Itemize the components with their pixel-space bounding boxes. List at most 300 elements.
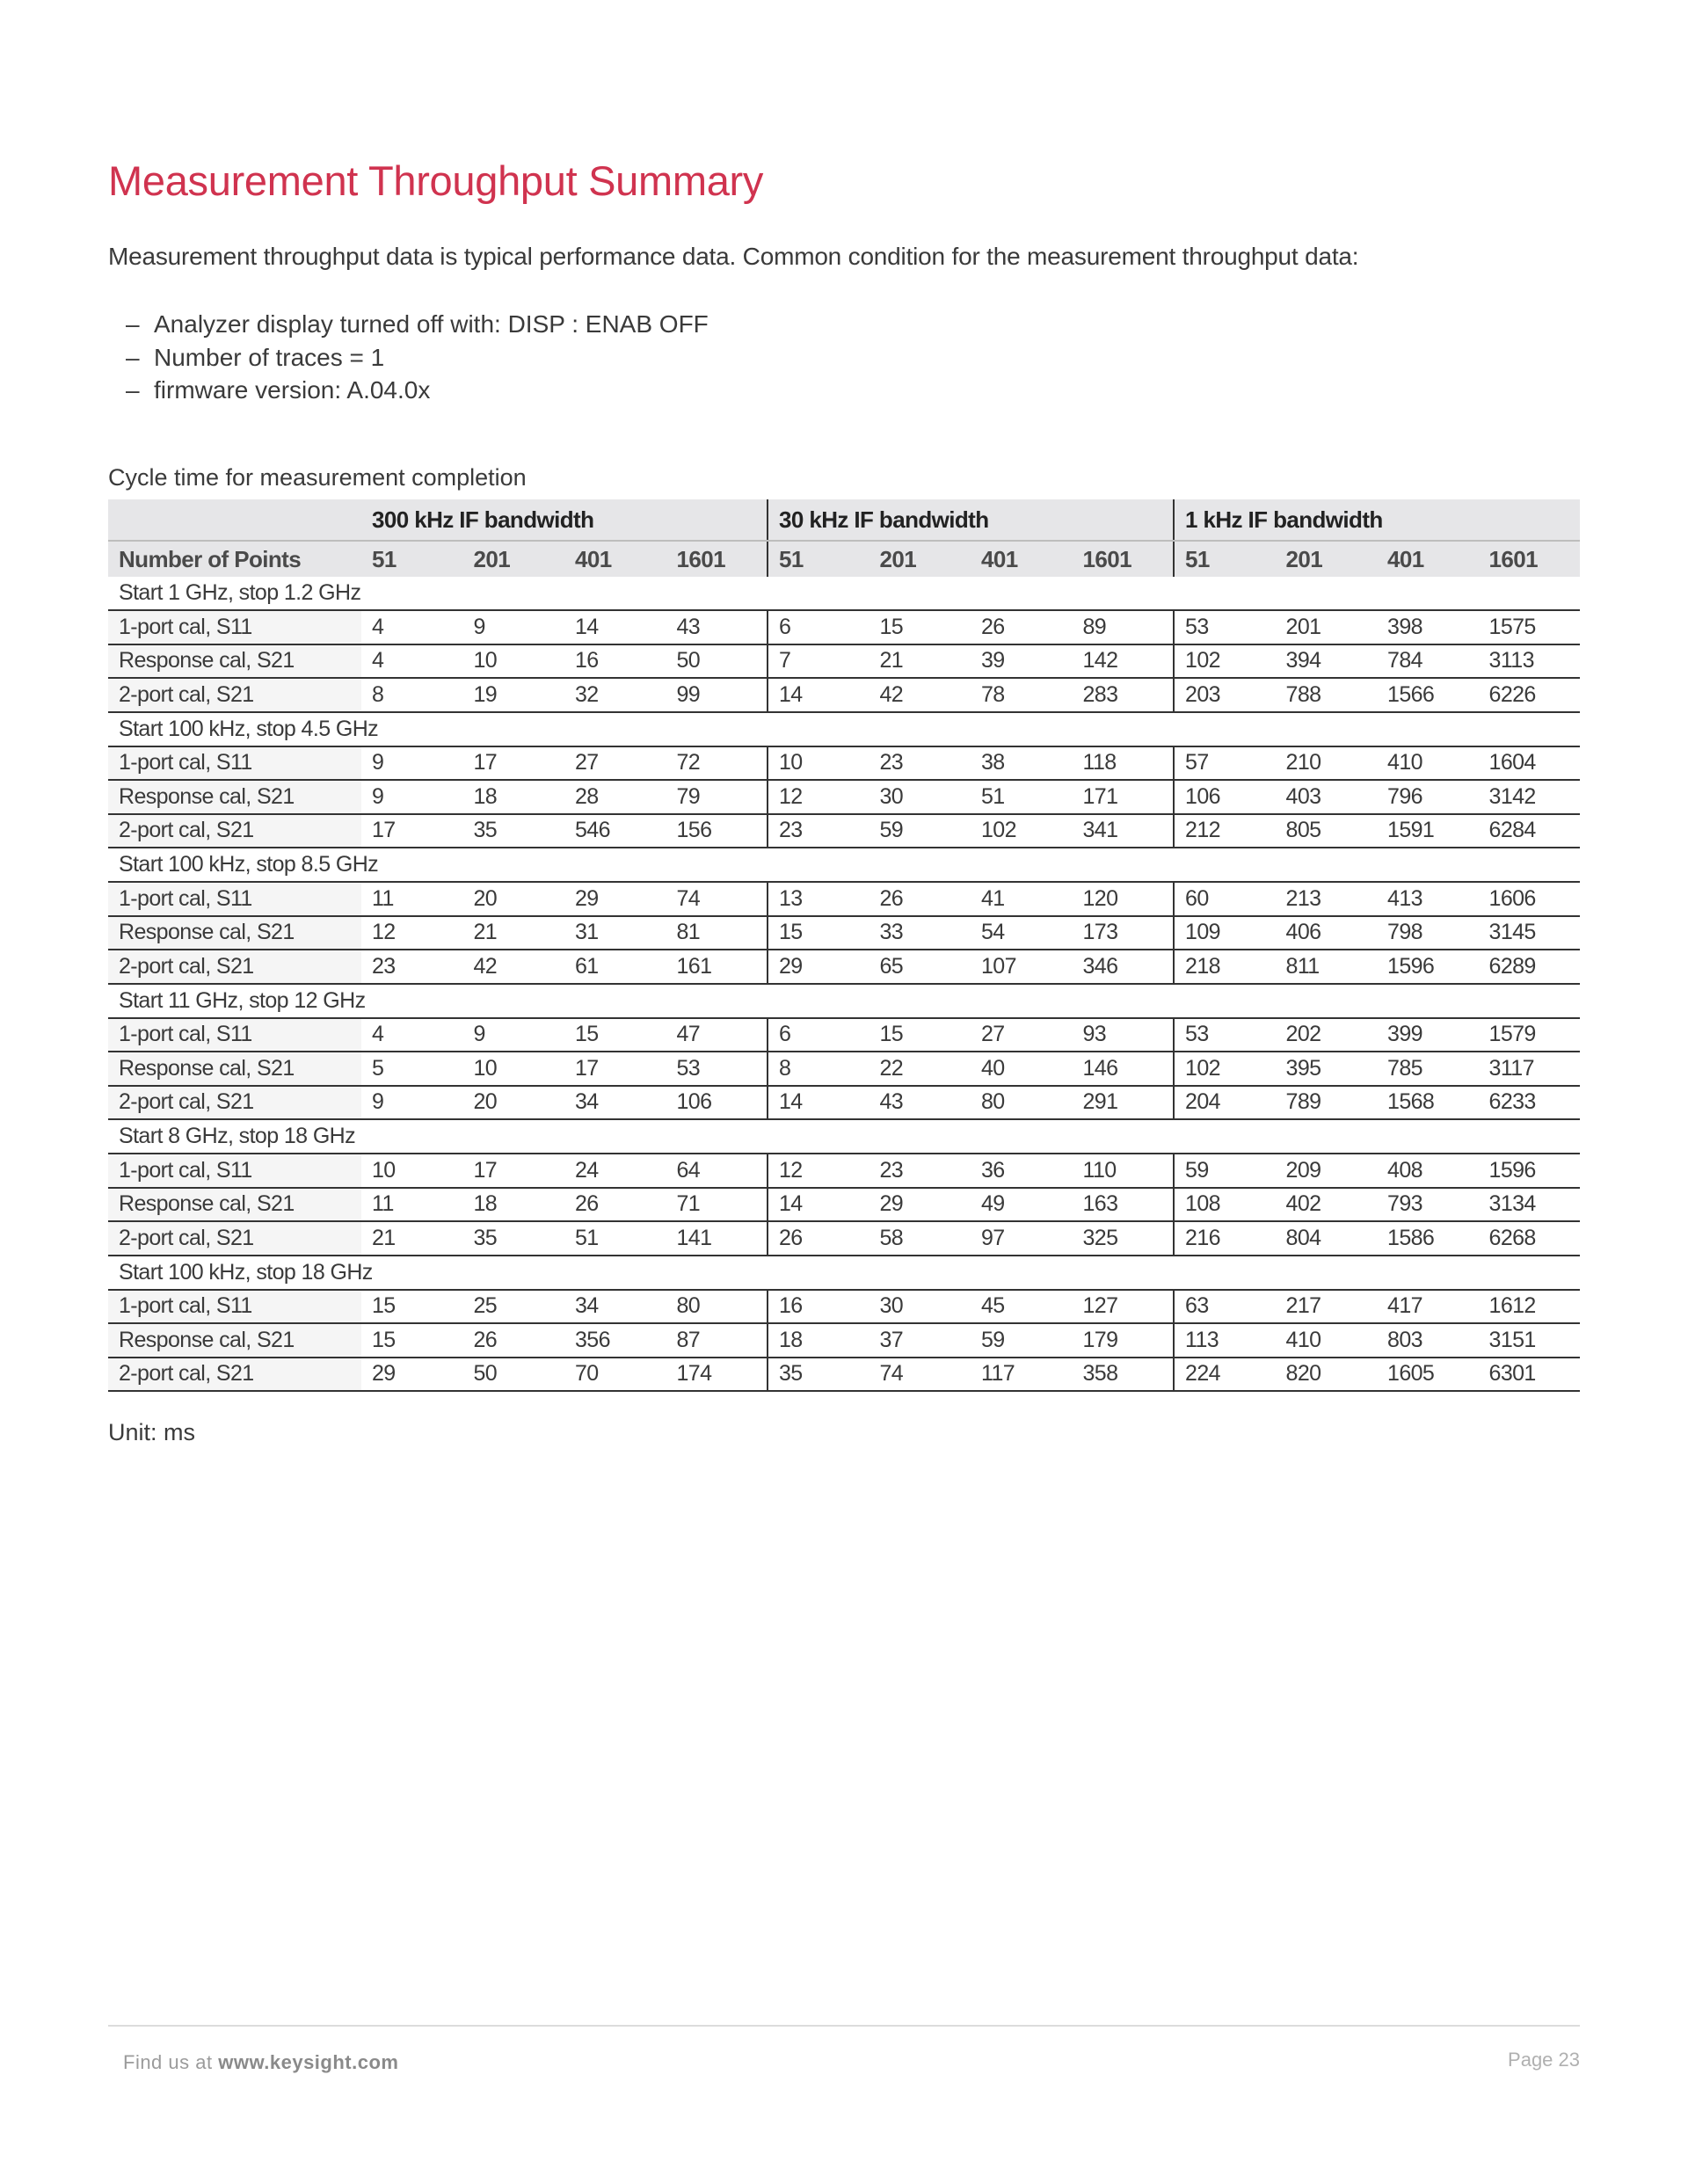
points-header-cell: 1601 (1073, 541, 1175, 577)
value-cell: 26 (971, 610, 1073, 644)
row-label: 2-port cal, S21 (108, 950, 361, 984)
value-cell: 141 (666, 1221, 768, 1256)
value-cell: 394 (1276, 644, 1378, 679)
group-title: Start 1 GHz, stop 1.2 GHz (108, 577, 1580, 610)
value-cell: 1566 (1377, 678, 1479, 712)
row-label: Response cal, S21 (108, 1323, 361, 1358)
table-row (108, 746, 1580, 781)
value-cell: 58 (869, 1221, 971, 1256)
value-cell: 16 (768, 1290, 869, 1324)
value-cell: 796 (1377, 780, 1479, 814)
value-cell: 6 (768, 610, 869, 644)
value-cell: 212 (1174, 814, 1276, 848)
value-cell: 811 (1276, 950, 1378, 984)
value-cell: 36 (971, 1154, 1073, 1188)
value-cell: 803 (1377, 1323, 1479, 1358)
table-row (108, 916, 1580, 950)
group-title: Start 11 GHz, stop 12 GHz (108, 984, 1580, 1018)
value-cell: 1605 (1377, 1358, 1479, 1392)
value-cell: 79 (666, 780, 768, 814)
value-cell: 6284 (1479, 814, 1581, 848)
value-cell: 109 (1174, 916, 1276, 950)
value-cell: 1596 (1377, 950, 1479, 984)
value-cell: 23 (869, 1154, 971, 1188)
value-cell: 10 (768, 746, 869, 781)
points-header-cell: 201 (1276, 541, 1378, 577)
value-cell: 20 (463, 882, 565, 916)
row-label: 2-port cal, S21 (108, 1086, 361, 1120)
value-cell: 34 (564, 1290, 666, 1324)
condition-item (108, 341, 709, 375)
value-cell: 17 (564, 1052, 666, 1086)
value-cell: 346 (1073, 950, 1175, 984)
value-cell: 113 (1174, 1323, 1276, 1358)
value-cell: 102 (1174, 644, 1276, 679)
value-cell: 80 (971, 1086, 1073, 1120)
value-cell: 5 (361, 1052, 463, 1086)
value-cell: 27 (564, 746, 666, 781)
value-cell: 798 (1377, 916, 1479, 950)
value-cell: 171 (1073, 780, 1175, 814)
value-cell: 38 (971, 746, 1073, 781)
table-row (108, 1154, 1580, 1188)
value-cell: 1586 (1377, 1221, 1479, 1256)
value-cell: 42 (869, 678, 971, 712)
value-cell: 15 (361, 1323, 463, 1358)
value-cell: 29 (869, 1188, 971, 1222)
group-header-row (108, 1256, 1580, 1290)
throughput-table (108, 499, 1580, 1392)
value-cell: 28 (564, 780, 666, 814)
bandwidth-header-1khz: 1 kHz IF bandwidth (1174, 499, 1580, 541)
value-cell: 20 (463, 1086, 565, 1120)
value-cell: 8 (768, 1052, 869, 1086)
row-label: Response cal, S21 (108, 1188, 361, 1222)
table-row (108, 644, 1580, 679)
table-row (108, 1221, 1580, 1256)
value-cell: 127 (1073, 1290, 1175, 1324)
value-cell: 14 (768, 678, 869, 712)
footer-find-us (123, 2051, 398, 2074)
value-cell: 3134 (1479, 1188, 1581, 1222)
table-row (108, 780, 1580, 814)
table-row (108, 678, 1580, 712)
value-cell: 41 (971, 882, 1073, 916)
value-cell: 47 (666, 1018, 768, 1052)
value-cell: 410 (1276, 1323, 1378, 1358)
group-header-row (108, 577, 1580, 610)
value-cell: 12 (768, 780, 869, 814)
value-cell: 22 (869, 1052, 971, 1086)
value-cell: 217 (1276, 1290, 1378, 1324)
value-cell: 6268 (1479, 1221, 1581, 1256)
row-label: 1-port cal, S11 (108, 610, 361, 644)
value-cell: 410 (1377, 746, 1479, 781)
dash-bullet: – (126, 310, 140, 338)
points-header-cell: 201 (463, 541, 565, 577)
value-cell: 1612 (1479, 1290, 1581, 1324)
value-cell: 399 (1377, 1018, 1479, 1052)
value-cell: 1606 (1479, 882, 1581, 916)
value-cell: 33 (869, 916, 971, 950)
group-header-row (108, 1119, 1580, 1154)
value-cell: 57 (1174, 746, 1276, 781)
value-cell: 15 (768, 916, 869, 950)
points-header-cell: 401 (564, 541, 666, 577)
value-cell: 64 (666, 1154, 768, 1188)
value-cell: 3142 (1479, 780, 1581, 814)
value-cell: 210 (1276, 746, 1378, 781)
table-row (108, 1188, 1580, 1222)
table-row (108, 1290, 1580, 1324)
value-cell: 17 (463, 746, 565, 781)
value-cell: 54 (971, 916, 1073, 950)
table-row (108, 610, 1580, 644)
value-cell: 4 (361, 1018, 463, 1052)
row-label: Response cal, S21 (108, 916, 361, 950)
value-cell: 35 (768, 1358, 869, 1392)
value-cell: 26 (564, 1188, 666, 1222)
value-cell: 15 (869, 1018, 971, 1052)
footer-divider (108, 2025, 1580, 2027)
dash-bullet: – (126, 343, 140, 371)
value-cell: 142 (1073, 644, 1175, 679)
value-cell: 224 (1174, 1358, 1276, 1392)
value-cell: 35 (463, 1221, 565, 1256)
value-cell: 12 (361, 916, 463, 950)
points-header-row (108, 541, 1580, 577)
value-cell: 72 (666, 746, 768, 781)
value-cell: 93 (1073, 1018, 1175, 1052)
table-row (108, 814, 1580, 848)
value-cell: 87 (666, 1323, 768, 1358)
value-cell: 408 (1377, 1154, 1479, 1188)
value-cell: 1579 (1479, 1018, 1581, 1052)
value-cell: 17 (361, 814, 463, 848)
group-title: Start 100 kHz, stop 4.5 GHz (108, 712, 1580, 746)
value-cell: 26 (869, 882, 971, 916)
value-cell: 39 (971, 644, 1073, 679)
value-cell: 70 (564, 1358, 666, 1392)
value-cell: 413 (1377, 882, 1479, 916)
value-cell: 118 (1073, 746, 1175, 781)
value-cell: 40 (971, 1052, 1073, 1086)
points-header-cell: 201 (869, 541, 971, 577)
value-cell: 59 (1174, 1154, 1276, 1188)
value-cell: 65 (869, 950, 971, 984)
value-cell: 106 (1174, 780, 1276, 814)
value-cell: 6233 (1479, 1086, 1581, 1120)
value-cell: 18 (463, 780, 565, 814)
footer-find-us-text: Find us at (123, 2051, 213, 2073)
table-row (108, 1052, 1580, 1086)
value-cell: 218 (1174, 950, 1276, 984)
value-cell: 21 (463, 916, 565, 950)
value-cell: 7 (768, 644, 869, 679)
value-cell: 12 (768, 1154, 869, 1188)
value-cell: 417 (1377, 1290, 1479, 1324)
value-cell: 156 (666, 814, 768, 848)
value-cell: 43 (869, 1086, 971, 1120)
value-cell: 204 (1174, 1086, 1276, 1120)
value-cell: 50 (666, 644, 768, 679)
value-cell: 23 (361, 950, 463, 984)
value-cell: 25 (463, 1290, 565, 1324)
value-cell: 3151 (1479, 1323, 1581, 1358)
row-label: 2-port cal, S21 (108, 678, 361, 712)
group-title: Start 100 kHz, stop 8.5 GHz (108, 848, 1580, 882)
value-cell: 14 (768, 1188, 869, 1222)
value-cell: 216 (1174, 1221, 1276, 1256)
group-header-row (108, 848, 1580, 882)
value-cell: 174 (666, 1358, 768, 1392)
value-cell: 53 (666, 1052, 768, 1086)
value-cell: 3113 (1479, 644, 1581, 679)
value-cell: 789 (1276, 1086, 1378, 1120)
value-cell: 4 (361, 644, 463, 679)
footer-website-link[interactable]: www.keysight.com (218, 2051, 399, 2073)
value-cell: 99 (666, 678, 768, 712)
points-header-cell: 1601 (1479, 541, 1581, 577)
table-row (108, 1086, 1580, 1120)
value-cell: 9 (463, 610, 565, 644)
row-label: 1-port cal, S11 (108, 746, 361, 781)
value-cell: 27 (971, 1018, 1073, 1052)
row-label: 1-port cal, S11 (108, 882, 361, 916)
value-cell: 10 (361, 1154, 463, 1188)
value-cell: 23 (768, 814, 869, 848)
value-cell: 15 (564, 1018, 666, 1052)
value-cell: 43 (666, 610, 768, 644)
points-header-cell: 401 (971, 541, 1073, 577)
value-cell: 11 (361, 1188, 463, 1222)
value-cell: 53 (1174, 1018, 1276, 1052)
value-cell: 1591 (1377, 814, 1479, 848)
value-cell: 203 (1174, 678, 1276, 712)
bandwidth-header-30khz: 30 kHz IF bandwidth (768, 499, 1174, 541)
conditions-list (108, 308, 709, 407)
value-cell: 50 (463, 1358, 565, 1392)
value-cell: 15 (869, 610, 971, 644)
value-cell: 785 (1377, 1052, 1479, 1086)
header-blank-cell (108, 499, 361, 541)
value-cell: 209 (1276, 1154, 1378, 1188)
value-cell: 29 (564, 882, 666, 916)
table-body (108, 577, 1580, 1391)
value-cell: 108 (1174, 1188, 1276, 1222)
group-title: Start 100 kHz, stop 18 GHz (108, 1256, 1580, 1290)
value-cell: 3145 (1479, 916, 1581, 950)
value-cell: 4 (361, 610, 463, 644)
value-cell: 89 (1073, 610, 1175, 644)
value-cell: 793 (1377, 1188, 1479, 1222)
value-cell: 358 (1073, 1358, 1175, 1392)
value-cell: 117 (971, 1358, 1073, 1392)
table-row (108, 1018, 1580, 1052)
bandwidth-header-row (108, 499, 1580, 541)
value-cell: 23 (869, 746, 971, 781)
value-cell: 6301 (1479, 1358, 1581, 1392)
value-cell: 32 (564, 678, 666, 712)
row-label: 1-port cal, S11 (108, 1154, 361, 1188)
value-cell: 805 (1276, 814, 1378, 848)
value-cell: 402 (1276, 1188, 1378, 1222)
row-label: Response cal, S21 (108, 644, 361, 679)
value-cell: 9 (361, 746, 463, 781)
value-cell: 78 (971, 678, 1073, 712)
value-cell: 19 (463, 678, 565, 712)
value-cell: 163 (1073, 1188, 1175, 1222)
value-cell: 1575 (1479, 610, 1581, 644)
value-cell: 6 (768, 1018, 869, 1052)
value-cell: 406 (1276, 916, 1378, 950)
value-cell: 29 (361, 1358, 463, 1392)
row-label: 1-port cal, S11 (108, 1290, 361, 1324)
value-cell: 179 (1073, 1323, 1175, 1358)
table-row (108, 1358, 1580, 1392)
value-cell: 804 (1276, 1221, 1378, 1256)
condition-item (108, 374, 709, 407)
value-cell: 9 (361, 780, 463, 814)
value-cell: 45 (971, 1290, 1073, 1324)
value-cell: 9 (463, 1018, 565, 1052)
group-header-row (108, 712, 1580, 746)
value-cell: 146 (1073, 1052, 1175, 1086)
value-cell: 1568 (1377, 1086, 1479, 1120)
value-cell: 6289 (1479, 950, 1581, 984)
table-row (108, 950, 1580, 984)
value-cell: 784 (1377, 644, 1479, 679)
value-cell: 21 (361, 1221, 463, 1256)
value-cell: 97 (971, 1221, 1073, 1256)
value-cell: 110 (1073, 1154, 1175, 1188)
value-cell: 201 (1276, 610, 1378, 644)
value-cell: 74 (869, 1358, 971, 1392)
value-cell: 13 (768, 882, 869, 916)
condition-text: Number of traces = 1 (154, 343, 385, 371)
value-cell: 35 (463, 814, 565, 848)
points-header-cell: 1601 (666, 541, 768, 577)
intro-paragraph: Measurement throughput data is typical performance data. Common condition for the measurement throughput data: (108, 243, 1359, 270)
value-cell: 24 (564, 1154, 666, 1188)
value-cell: 102 (971, 814, 1073, 848)
value-cell: 17 (463, 1154, 565, 1188)
value-cell: 107 (971, 950, 1073, 984)
page-title: Measurement Throughput Summary (108, 157, 764, 204)
value-cell: 14 (768, 1086, 869, 1120)
dash-bullet: – (126, 376, 140, 404)
value-cell: 14 (564, 610, 666, 644)
table-caption: Cycle time for measurement completion (108, 464, 527, 491)
value-cell: 21 (869, 644, 971, 679)
value-cell: 398 (1377, 610, 1479, 644)
points-header-label: Number of Points (108, 541, 361, 577)
value-cell: 11 (361, 882, 463, 916)
row-label: Response cal, S21 (108, 1052, 361, 1086)
value-cell: 15 (361, 1290, 463, 1324)
value-cell: 8 (361, 678, 463, 712)
value-cell: 18 (463, 1188, 565, 1222)
value-cell: 1596 (1479, 1154, 1581, 1188)
value-cell: 26 (463, 1323, 565, 1358)
value-cell: 356 (564, 1323, 666, 1358)
value-cell: 74 (666, 882, 768, 916)
row-label: 2-port cal, S21 (108, 1221, 361, 1256)
value-cell: 59 (971, 1323, 1073, 1358)
value-cell: 10 (463, 644, 565, 679)
value-cell: 820 (1276, 1358, 1378, 1392)
value-cell: 51 (564, 1221, 666, 1256)
page-number: Page 23 (1508, 2049, 1580, 2071)
value-cell: 9 (361, 1086, 463, 1120)
value-cell: 26 (768, 1221, 869, 1256)
value-cell: 31 (564, 916, 666, 950)
points-header-cell: 401 (1377, 541, 1479, 577)
table-row (108, 882, 1580, 916)
value-cell: 173 (1073, 916, 1175, 950)
points-header-cell: 51 (768, 541, 869, 577)
value-cell: 61 (564, 950, 666, 984)
value-cell: 71 (666, 1188, 768, 1222)
value-cell: 30 (869, 1290, 971, 1324)
value-cell: 106 (666, 1086, 768, 1120)
row-label: 2-port cal, S21 (108, 814, 361, 848)
value-cell: 6226 (1479, 678, 1581, 712)
value-cell: 37 (869, 1323, 971, 1358)
points-header-cell: 51 (361, 541, 463, 577)
value-cell: 30 (869, 780, 971, 814)
value-cell: 102 (1174, 1052, 1276, 1086)
value-cell: 10 (463, 1052, 565, 1086)
row-label: Response cal, S21 (108, 780, 361, 814)
condition-item (108, 308, 709, 341)
value-cell: 403 (1276, 780, 1378, 814)
value-cell: 53 (1174, 610, 1276, 644)
value-cell: 1604 (1479, 746, 1581, 781)
value-cell: 120 (1073, 882, 1175, 916)
value-cell: 788 (1276, 678, 1378, 712)
value-cell: 341 (1073, 814, 1175, 848)
value-cell: 283 (1073, 678, 1175, 712)
value-cell: 80 (666, 1290, 768, 1324)
value-cell: 202 (1276, 1018, 1378, 1052)
value-cell: 3117 (1479, 1052, 1581, 1086)
value-cell: 49 (971, 1188, 1073, 1222)
value-cell: 546 (564, 814, 666, 848)
value-cell: 291 (1073, 1086, 1175, 1120)
group-header-row (108, 984, 1580, 1018)
value-cell: 42 (463, 950, 565, 984)
row-label: 1-port cal, S11 (108, 1018, 361, 1052)
bandwidth-header-300khz: 300 kHz IF bandwidth (361, 499, 768, 541)
group-title: Start 8 GHz, stop 18 GHz (108, 1119, 1580, 1154)
value-cell: 16 (564, 644, 666, 679)
value-cell: 81 (666, 916, 768, 950)
table-row (108, 1323, 1580, 1358)
value-cell: 63 (1174, 1290, 1276, 1324)
value-cell: 51 (971, 780, 1073, 814)
value-cell: 60 (1174, 882, 1276, 916)
condition-text: Analyzer display turned off with: DISP : ENAB OFF (154, 310, 709, 338)
value-cell: 59 (869, 814, 971, 848)
row-label: 2-port cal, S21 (108, 1358, 361, 1392)
value-cell: 161 (666, 950, 768, 984)
condition-text: firmware version: A.04.0x (154, 376, 431, 404)
value-cell: 18 (768, 1323, 869, 1358)
value-cell: 29 (768, 950, 869, 984)
points-header-cell: 51 (1174, 541, 1276, 577)
value-cell: 34 (564, 1086, 666, 1120)
